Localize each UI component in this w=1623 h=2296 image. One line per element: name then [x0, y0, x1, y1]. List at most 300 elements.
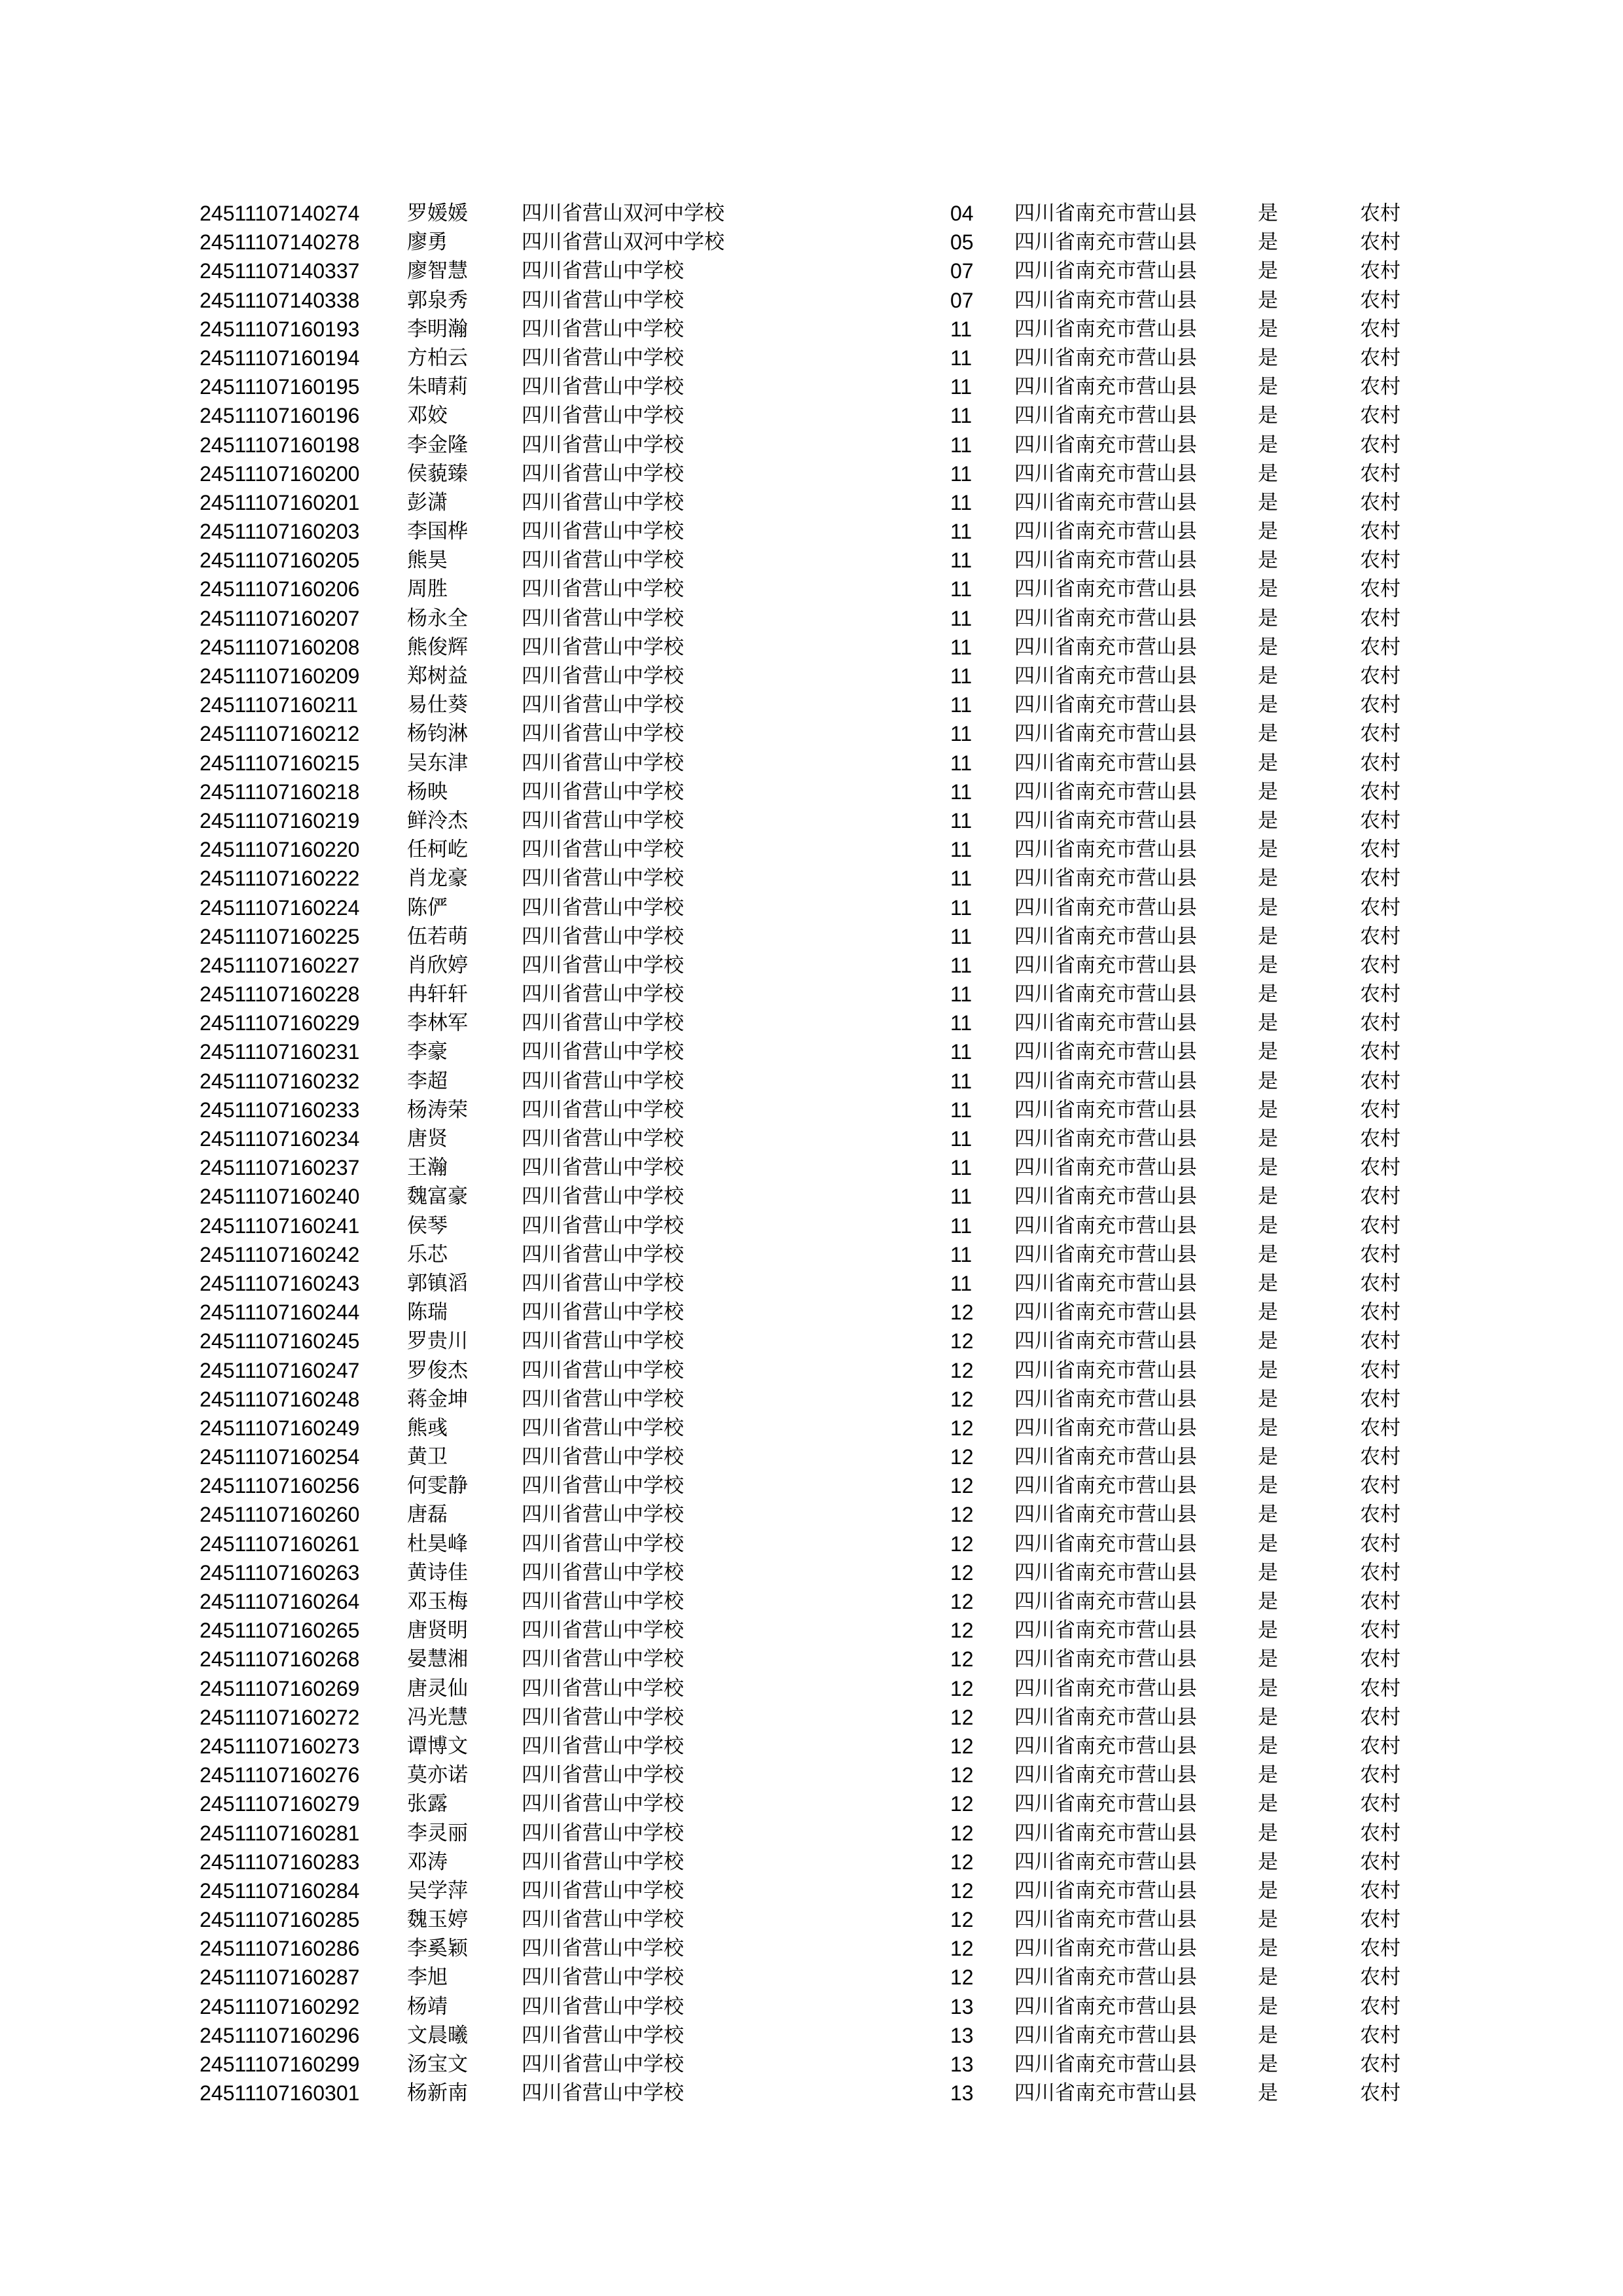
table-row: [0, 691, 1623, 719]
status-flag: 是: [1258, 1127, 1278, 1151]
school-name: 四川省营山中学校: [522, 375, 684, 399]
student-id: 24511107160198: [200, 433, 360, 457]
student-id: 24511107160237: [200, 1156, 360, 1180]
school-name: 四川省营山中学校: [522, 1821, 684, 1845]
table-row: [0, 459, 1623, 488]
region: 四川省南充市营山县: [1014, 693, 1197, 717]
school-name: 四川省营山中学校: [522, 780, 684, 804]
status-flag: 是: [1258, 346, 1278, 370]
table-row: [0, 749, 1623, 778]
status-flag: 是: [1258, 867, 1278, 891]
area-type: 农村: [1360, 1069, 1400, 1093]
table-row: [0, 1848, 1623, 1876]
student-name: 廖勇: [407, 230, 448, 255]
table-row: [0, 1934, 1623, 1963]
student-id: 24511107140274: [200, 202, 360, 225]
school-name: 四川省营山中学校: [522, 1763, 684, 1787]
student-id: 24511107160233: [200, 1098, 360, 1122]
student-id: 24511107140338: [200, 288, 360, 312]
region: 四川省南充市营山县: [1014, 1127, 1197, 1151]
class-number: 11: [950, 317, 972, 341]
student-name: 黄诗佳: [407, 1560, 468, 1585]
region: 四川省南充市营山县: [1014, 1878, 1197, 1903]
class-number: 11: [950, 953, 972, 977]
region: 四川省南充市营山县: [1014, 2053, 1197, 2076]
area-type: 农村: [1360, 1098, 1400, 1122]
region: 四川省南充市营山县: [1014, 1676, 1197, 1700]
student-name: 侯藐臻: [407, 461, 468, 486]
student-name: 唐灵仙: [407, 1676, 468, 1700]
student-id: 24511107160196: [200, 404, 360, 428]
table-row: [0, 199, 1623, 228]
region: 四川省南充市营山县: [1014, 577, 1197, 601]
table-row: [0, 1616, 1623, 1645]
region: 四川省南充市营山县: [1014, 1185, 1197, 1209]
status-flag: 是: [1258, 2053, 1278, 2076]
table-row: [0, 1876, 1623, 1905]
class-number: 11: [950, 1156, 972, 1180]
region: 四川省南充市营山县: [1014, 664, 1197, 688]
table-row: [0, 1037, 1623, 1066]
student-id: 24511107160279: [200, 1792, 360, 1816]
student-id: 24511107160209: [200, 664, 360, 688]
school-name: 四川省营山中学校: [522, 1590, 684, 1613]
status-flag: 是: [1258, 751, 1278, 775]
status-flag: 是: [1258, 1619, 1278, 1643]
area-type: 农村: [1360, 1329, 1400, 1354]
school-name: 四川省营山中学校: [522, 1445, 684, 1469]
region: 四川省南充市营山县: [1014, 346, 1197, 370]
region: 四川省南充市营山县: [1014, 1242, 1197, 1266]
student-name: 晏慧湘: [407, 1647, 468, 1672]
class-number: 11: [950, 635, 972, 659]
student-name: 李超: [407, 1069, 448, 1093]
area-type: 农村: [1360, 1850, 1400, 1874]
table-row: [0, 1211, 1623, 1240]
class-number: 12: [950, 1965, 974, 1990]
school-name: 四川省营山中学校: [522, 259, 684, 283]
student-name: 杨钧淋: [407, 722, 468, 746]
region: 四川省南充市营山县: [1014, 461, 1197, 486]
class-number: 11: [950, 867, 972, 891]
student-id: 24511107160227: [200, 953, 360, 977]
status-flag: 是: [1258, 1069, 1278, 1093]
status-flag: 是: [1258, 1734, 1278, 1758]
table-row: [0, 1414, 1623, 1443]
area-type: 农村: [1360, 953, 1400, 977]
school-name: 四川省营山中学校: [522, 1156, 684, 1180]
student-id: 24511107160296: [200, 2023, 360, 2047]
school-name: 四川省营山中学校: [522, 808, 684, 833]
area-type: 农村: [1360, 1908, 1400, 1932]
status-flag: 是: [1258, 1213, 1278, 1238]
area-type: 农村: [1360, 1474, 1400, 1498]
student-id: 24511107160269: [200, 1676, 360, 1700]
area-type: 农村: [1360, 808, 1400, 833]
student-id: 24511107160283: [200, 1850, 360, 1874]
status-flag: 是: [1258, 808, 1278, 833]
area-type: 农村: [1360, 606, 1400, 630]
area-type: 农村: [1360, 1213, 1400, 1238]
area-type: 农村: [1360, 1156, 1400, 1180]
table-row: [0, 1471, 1623, 1500]
area-type: 农村: [1360, 1445, 1400, 1469]
table-row: [0, 806, 1623, 835]
table-row: [0, 431, 1623, 459]
area-type: 农村: [1360, 1676, 1400, 1700]
student-id: 24511107160249: [200, 1416, 360, 1440]
table-row: [0, 1674, 1623, 1703]
region: 四川省南充市营山县: [1014, 1156, 1197, 1180]
school-name: 四川省营山中学校: [522, 1937, 684, 1961]
status-flag: 是: [1258, 1792, 1278, 1816]
table-row: [0, 1645, 1623, 1674]
student-name: 周胜: [407, 577, 448, 601]
table-row: [0, 1761, 1623, 1789]
student-name: 冯光慧: [407, 1705, 468, 1729]
school-name: 四川省营山中学校: [522, 1474, 684, 1498]
status-flag: 是: [1258, 2081, 1278, 2106]
table-row: [0, 1732, 1623, 1761]
status-flag: 是: [1258, 375, 1278, 399]
class-number: 11: [950, 433, 972, 457]
class-number: 12: [950, 1329, 974, 1354]
class-number: 11: [950, 895, 972, 920]
student-name: 易仕葵: [407, 693, 468, 717]
table-row: [0, 1789, 1623, 1818]
status-flag: 是: [1258, 722, 1278, 746]
area-type: 农村: [1360, 2053, 1400, 2076]
status-flag: 是: [1258, 1965, 1278, 1990]
status-flag: 是: [1258, 404, 1278, 428]
status-flag: 是: [1258, 1445, 1278, 1469]
class-number: 12: [950, 1734, 974, 1758]
area-type: 农村: [1360, 1242, 1400, 1266]
table-row: [0, 662, 1623, 691]
class-number: 12: [950, 1908, 974, 1932]
table-row: [0, 1963, 1623, 1992]
status-flag: 是: [1258, 520, 1278, 544]
table-row: [0, 1443, 1623, 1471]
class-number: 11: [950, 375, 972, 399]
area-type: 农村: [1360, 375, 1400, 399]
school-name: 四川省营山中学校: [522, 867, 684, 891]
student-name: 郭镇滔: [407, 1271, 468, 1295]
student-id: 24511107160219: [200, 808, 360, 833]
status-flag: 是: [1258, 1560, 1278, 1585]
student-id: 24511107160232: [200, 1069, 360, 1093]
school-name: 四川省营山中学校: [522, 1705, 684, 1729]
status-flag: 是: [1258, 664, 1278, 688]
table-row: [0, 1096, 1623, 1124]
status-flag: 是: [1258, 1040, 1278, 1064]
region: 四川省南充市营山县: [1014, 1821, 1197, 1845]
class-number: 12: [950, 1300, 974, 1325]
student-id: 24511107140337: [200, 259, 360, 283]
status-flag: 是: [1258, 317, 1278, 341]
area-type: 农村: [1360, 1937, 1400, 1961]
region: 四川省南充市营山县: [1014, 1011, 1197, 1035]
area-type: 农村: [1360, 693, 1400, 717]
area-type: 农村: [1360, 1127, 1400, 1151]
class-number: 13: [950, 2053, 974, 2076]
table-row: [0, 1587, 1623, 1616]
student-name: 魏玉婷: [407, 1908, 468, 1932]
student-name: 鲜泠杰: [407, 808, 468, 833]
student-name: 黄卫: [407, 1445, 448, 1469]
area-type: 农村: [1360, 1387, 1400, 1411]
area-type: 农村: [1360, 1705, 1400, 1729]
class-number: 11: [950, 606, 972, 630]
region: 四川省南充市营山县: [1014, 1358, 1197, 1382]
area-type: 农村: [1360, 895, 1400, 920]
class-number: 07: [950, 288, 974, 312]
school-name: 四川省营山中学校: [522, 1387, 684, 1411]
table-row: [0, 1992, 1623, 2021]
class-number: 12: [950, 1619, 974, 1643]
school-name: 四川省营山中学校: [522, 1213, 684, 1238]
region: 四川省南充市营山县: [1014, 288, 1197, 312]
student-id: 24511107160244: [200, 1300, 360, 1325]
student-id: 24511107160218: [200, 780, 360, 804]
area-type: 农村: [1360, 202, 1400, 225]
area-type: 农村: [1360, 664, 1400, 688]
status-flag: 是: [1258, 838, 1278, 862]
school-name: 四川省营山中学校: [522, 1619, 684, 1643]
student-name: 杨涛荣: [407, 1098, 468, 1122]
class-number: 11: [950, 924, 972, 948]
student-id: 24511107160203: [200, 520, 360, 544]
table-row: [0, 893, 1623, 922]
student-id: 24511107160292: [200, 1994, 360, 2018]
region: 四川省南充市营山县: [1014, 433, 1197, 457]
student-id: 24511107160231: [200, 1040, 360, 1064]
school-name: 四川省营山双河中学校: [522, 230, 724, 255]
class-number: 11: [950, 808, 972, 833]
region: 四川省南充市营山县: [1014, 1734, 1197, 1758]
student-name: 谭博文: [407, 1734, 468, 1758]
region: 四川省南充市营山县: [1014, 1560, 1197, 1585]
area-type: 农村: [1360, 2081, 1400, 2106]
region: 四川省南充市营山县: [1014, 1994, 1197, 2018]
school-name: 四川省营山中学校: [522, 1850, 684, 1874]
school-name: 四川省营山中学校: [522, 1040, 684, 1064]
school-name: 四川省营山中学校: [522, 1503, 684, 1527]
table-row: [0, 2079, 1623, 2108]
student-id: 24511107160284: [200, 1878, 360, 1903]
area-type: 农村: [1360, 2023, 1400, 2047]
student-id: 24511107160265: [200, 1619, 360, 1643]
class-number: 05: [950, 230, 974, 255]
class-number: 12: [950, 1792, 974, 1816]
region: 四川省南充市营山县: [1014, 635, 1197, 659]
table-row: [0, 546, 1623, 575]
table-row: [0, 401, 1623, 430]
table-row: [0, 1298, 1623, 1327]
student-name: 罗贵川: [407, 1329, 468, 1354]
status-flag: 是: [1258, 577, 1278, 601]
class-number: 11: [950, 1127, 972, 1151]
status-flag: 是: [1258, 230, 1278, 255]
table-row: [0, 1240, 1623, 1269]
school-name: 四川省营山双河中学校: [522, 202, 724, 225]
status-flag: 是: [1258, 1387, 1278, 1411]
student-id: 24511107160260: [200, 1503, 360, 1527]
student-id: 24511107160195: [200, 375, 360, 399]
student-id: 24511107160299: [200, 2053, 360, 2076]
class-number: 11: [950, 780, 972, 804]
class-number: 11: [950, 1011, 972, 1035]
student-name: 肖龙豪: [407, 867, 468, 891]
student-id: 24511107160220: [200, 838, 360, 862]
school-name: 四川省营山中学校: [522, 520, 684, 544]
student-name: 李国桦: [407, 520, 468, 544]
area-type: 农村: [1360, 867, 1400, 891]
status-flag: 是: [1258, 1185, 1278, 1209]
student-id: 24511107160224: [200, 895, 360, 920]
student-name: 邓玉梅: [407, 1590, 468, 1613]
class-number: 07: [950, 259, 974, 283]
class-number: 12: [950, 1850, 974, 1874]
student-id: 24511107160228: [200, 982, 360, 1007]
student-name: 方柏云: [407, 346, 468, 370]
student-id: 24511107160208: [200, 635, 360, 659]
area-type: 农村: [1360, 230, 1400, 255]
status-flag: 是: [1258, 1329, 1278, 1354]
table-row: [0, 1905, 1623, 1934]
student-id: 24511107160264: [200, 1590, 360, 1613]
region: 四川省南充市营山县: [1014, 1416, 1197, 1440]
student-id: 24511107160201: [200, 490, 360, 514]
area-type: 农村: [1360, 982, 1400, 1007]
region: 四川省南充市营山县: [1014, 722, 1197, 746]
class-number: 11: [950, 461, 972, 486]
school-name: 四川省营山中学校: [522, 490, 684, 514]
student-name: 李林军: [407, 1011, 468, 1035]
class-number: 11: [950, 1040, 972, 1064]
school-name: 四川省营山中学校: [522, 664, 684, 688]
region: 四川省南充市营山县: [1014, 867, 1197, 891]
region: 四川省南充市营山县: [1014, 953, 1197, 977]
status-flag: 是: [1258, 1156, 1278, 1180]
status-flag: 是: [1258, 1358, 1278, 1382]
status-flag: 是: [1258, 1937, 1278, 1961]
status-flag: 是: [1258, 924, 1278, 948]
student-id: 24511107160272: [200, 1705, 360, 1729]
class-number: 12: [950, 1560, 974, 1585]
class-number: 11: [950, 1185, 972, 1209]
region: 四川省南充市营山县: [1014, 1098, 1197, 1122]
student-name: 廖智慧: [407, 259, 468, 283]
student-name: 蒋金坤: [407, 1387, 468, 1411]
table-row: [0, 228, 1623, 257]
student-id: 24511107160212: [200, 722, 360, 746]
student-name: 乐芯: [407, 1242, 448, 1266]
area-type: 农村: [1360, 780, 1400, 804]
student-name: 邓姣: [407, 404, 448, 428]
student-name: 李灵丽: [407, 1821, 468, 1845]
status-flag: 是: [1258, 1416, 1278, 1440]
school-name: 四川省营山中学校: [522, 1560, 684, 1585]
table-row: [0, 1067, 1623, 1096]
region: 四川省南充市营山县: [1014, 1532, 1197, 1556]
school-name: 四川省营山中学校: [522, 2053, 684, 2076]
area-type: 农村: [1360, 1560, 1400, 1585]
area-type: 农村: [1360, 461, 1400, 486]
region: 四川省南充市营山县: [1014, 1387, 1197, 1411]
region: 四川省南充市营山县: [1014, 548, 1197, 573]
region: 四川省南充市营山县: [1014, 780, 1197, 804]
status-flag: 是: [1258, 1994, 1278, 2018]
region: 四川省南充市营山县: [1014, 982, 1197, 1007]
area-type: 农村: [1360, 1185, 1400, 1209]
area-type: 农村: [1360, 1416, 1400, 1440]
region: 四川省南充市营山县: [1014, 1503, 1197, 1527]
class-number: 11: [950, 1069, 972, 1093]
student-name: 侯琴: [407, 1213, 448, 1238]
area-type: 农村: [1360, 1619, 1400, 1643]
table-row: [0, 922, 1623, 951]
region: 四川省南充市营山县: [1014, 375, 1197, 399]
class-number: 13: [950, 2023, 974, 2047]
region: 四川省南充市营山县: [1014, 808, 1197, 833]
region: 四川省南充市营山县: [1014, 1850, 1197, 1874]
table-row: [0, 575, 1623, 603]
table-row: [0, 604, 1623, 633]
area-type: 农村: [1360, 548, 1400, 573]
region: 四川省南充市营山县: [1014, 1763, 1197, 1787]
region: 四川省南充市营山县: [1014, 751, 1197, 775]
student-id: 24511107160243: [200, 1271, 360, 1295]
status-flag: 是: [1258, 490, 1278, 514]
region: 四川省南充市营山县: [1014, 1069, 1197, 1093]
table-row: [0, 633, 1623, 662]
school-name: 四川省营山中学校: [522, 1647, 684, 1672]
region: 四川省南充市营山县: [1014, 1300, 1197, 1325]
student-name: 王瀚: [407, 1156, 448, 1180]
class-number: 12: [950, 1590, 974, 1613]
school-name: 四川省营山中学校: [522, 1271, 684, 1295]
student-name: 李明瀚: [407, 317, 468, 341]
area-type: 农村: [1360, 520, 1400, 544]
school-name: 四川省营山中学校: [522, 722, 684, 746]
area-type: 农村: [1360, 1792, 1400, 1816]
student-id: 24511107160287: [200, 1965, 360, 1990]
table-row: [0, 257, 1623, 285]
class-number: 12: [950, 1705, 974, 1729]
school-name: 四川省营山中学校: [522, 346, 684, 370]
student-id: 24511107160240: [200, 1185, 360, 1209]
school-name: 四川省营山中学校: [522, 1069, 684, 1093]
class-number: 12: [950, 1503, 974, 1527]
status-flag: 是: [1258, 953, 1278, 977]
region: 四川省南充市营山县: [1014, 1792, 1197, 1816]
school-name: 四川省营山中学校: [522, 317, 684, 341]
school-name: 四川省营山中学校: [522, 1908, 684, 1932]
status-flag: 是: [1258, 635, 1278, 659]
class-number: 13: [950, 2081, 974, 2106]
student-id: 24511107160245: [200, 1329, 360, 1354]
school-name: 四川省营山中学校: [522, 1792, 684, 1816]
status-flag: 是: [1258, 1821, 1278, 1845]
student-name: 唐贤: [407, 1127, 448, 1151]
area-type: 农村: [1360, 722, 1400, 746]
student-id: 24511107160247: [200, 1358, 360, 1382]
table-row: [0, 2050, 1623, 2079]
region: 四川省南充市营山县: [1014, 924, 1197, 948]
table-row: [0, 1009, 1623, 1037]
area-type: 农村: [1360, 1878, 1400, 1903]
